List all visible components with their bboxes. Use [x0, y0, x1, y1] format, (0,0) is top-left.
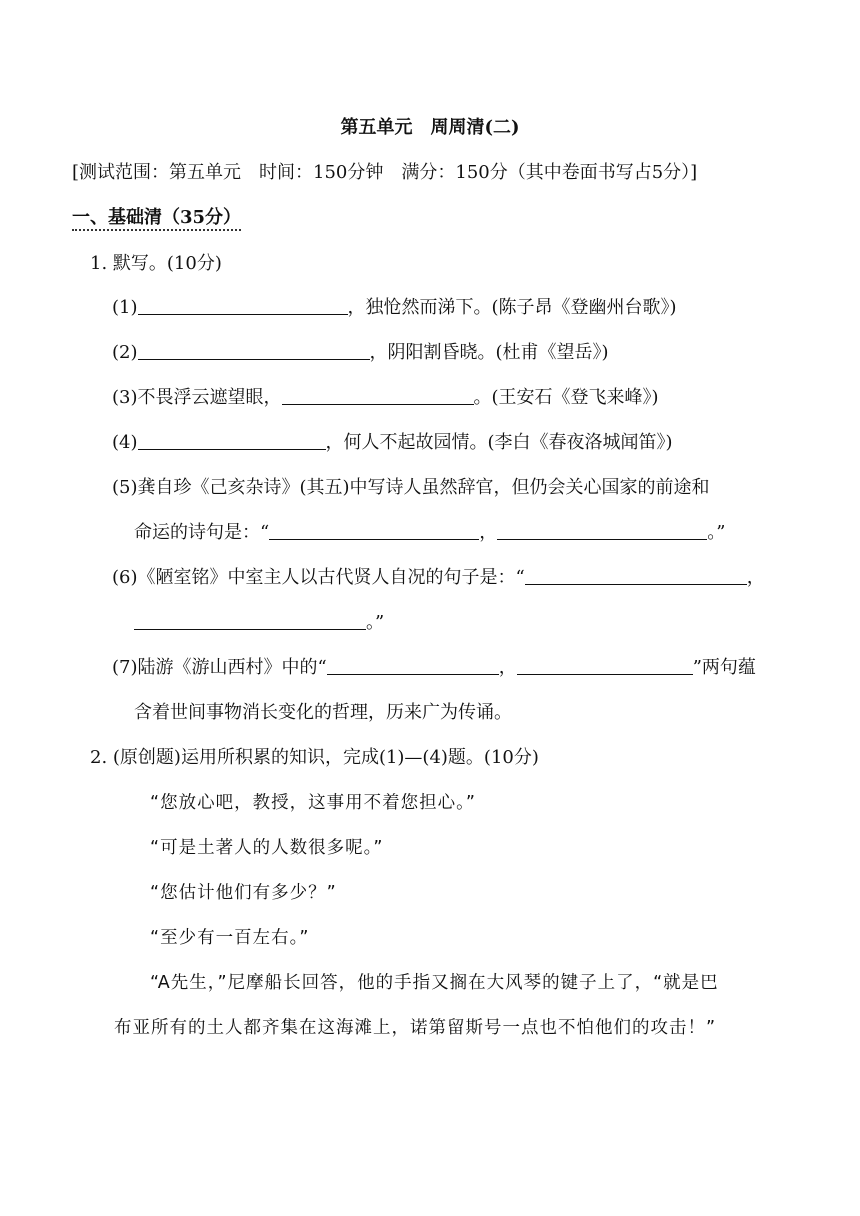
answer-blank[interactable] — [138, 296, 348, 315]
answer-blank[interactable] — [497, 521, 707, 540]
item-text: 命运的诗句是：“ — [134, 522, 270, 543]
question-1-item-3 — [112, 386, 659, 410]
passage-paragraph: “可是土著人的人数很多呢。” — [150, 838, 384, 858]
answer-blank[interactable] — [134, 611, 366, 630]
answer-blank[interactable] — [138, 341, 370, 360]
item-text: ，何人不起故园情。(李白《春夜洛城闻笛》) — [325, 432, 673, 453]
question-1-item-5: (5)龚自珍《己亥杂诗》(其五)中写诗人虽然辞官，但仍会关心国家的前途和 — [112, 477, 710, 498]
item-text: ，独怆然而涕下。(陈子昂《登幽州台歌》) — [347, 297, 677, 318]
item-text: (7)陆游《游山西村》中的“ — [112, 657, 327, 678]
item-text: (3)不畏浮云遮望眼， — [112, 387, 282, 408]
item-text: ， — [746, 567, 765, 588]
item-text: ，阴阳割昏晓。(杜甫《望岳》) — [369, 342, 609, 363]
question-1-item-1 — [112, 296, 677, 320]
question-1-item-7-cont: 含着世间事物消长变化的哲理，历来广为传诵。 — [134, 702, 512, 723]
passage-paragraph: “至少有一百左右。” — [150, 928, 310, 948]
section-heading-text: 一、基础清（35分） — [72, 207, 241, 231]
question-2-stem: 2. (原创题)运用所积累的知识，完成(1)—(4)题。(10分) — [90, 747, 539, 768]
question-1-stem: 1. 默写。(10分) — [90, 253, 222, 274]
answer-blank[interactable] — [525, 566, 747, 585]
item-number: (4) — [112, 432, 138, 453]
passage-paragraph: “您估计他们有多少？” — [150, 883, 337, 903]
item-number: (1) — [112, 297, 138, 318]
passage-paragraph: “A先生，”尼摩船长回答，他的手指又搁在大风琴的键子上了，“就是巴 — [150, 973, 719, 993]
question-1-item-6-cont — [134, 611, 384, 635]
item-text: 。” — [707, 522, 726, 543]
answer-blank[interactable] — [138, 431, 326, 450]
item-text: 。” — [366, 612, 385, 633]
question-1-item-5-cont — [134, 521, 725, 545]
question-1-item-7 — [112, 656, 756, 680]
item-number: (2) — [112, 342, 138, 363]
section-heading — [72, 206, 241, 230]
passage-paragraph-cont: 布亚所有的土人都齐集在这海滩上，诺第留斯号一点也不怕他们的攻击！” — [114, 1018, 717, 1038]
passage-paragraph: “您放心吧，教授，这事用不着您担心。” — [150, 793, 476, 813]
answer-blank[interactable] — [327, 656, 499, 675]
test-info: [测试范围：第五单元 时间：150分钟 满分：150分（其中卷面书写占5分）] — [72, 162, 698, 183]
item-text: 。(王安石《登飞来峰》) — [473, 387, 659, 408]
item-text: (6)《陋室铭》中室主人以古代贤人自况的句子是：“ — [112, 567, 525, 588]
question-1-item-6 — [112, 566, 765, 590]
question-1-item-4 — [112, 431, 673, 455]
answer-blank[interactable] — [282, 386, 474, 405]
answer-blank[interactable] — [517, 656, 693, 675]
answer-blank[interactable] — [269, 521, 479, 540]
item-text: ”两句蕴 — [692, 657, 756, 678]
question-1-item-2 — [112, 341, 609, 365]
item-text: ， — [479, 522, 498, 543]
item-text: ， — [498, 657, 517, 678]
page-title: 第五单元 周周清(二) — [340, 117, 520, 138]
